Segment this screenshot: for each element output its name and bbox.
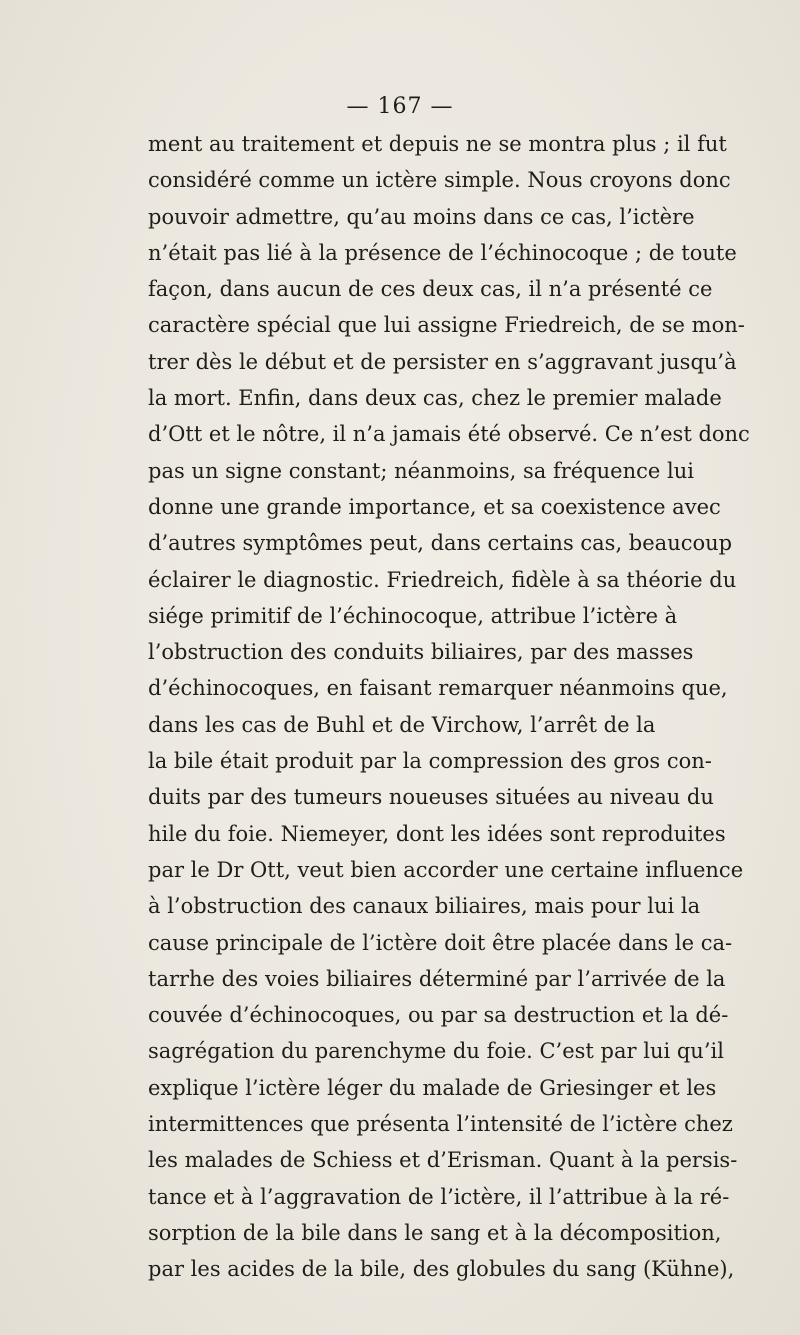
text-line: sorption de la bile dans le sang et à la décomposition, [148,1220,722,1245]
text-line: hile du foie. Niemeyer, dont les idées sont reproduites [148,821,726,846]
text-line: tarrhe des voies biliaires déterminé par l’arrivée de la [148,966,726,991]
text-line: pas un signe constant; néanmoins, sa fréquence lui [148,458,694,483]
text-line: cause principale de l’ictère doit être placée dans le ca- [148,930,733,955]
text-line: par le Dr Ott, veut bien accorder une certaine influence [148,857,744,882]
text-line: siége primitif de l’échinocoque, attribue l’ictère à [148,603,678,628]
text-line: éclairer le diagnostic. Friedreich, fidèle à sa théorie du [148,567,737,592]
text-line: les malades de Schiess et d’Erisman. Quant à la persis- [148,1148,738,1173]
text-line: dans les cas de Buhl et de Virchow, l’arrêt de la [148,712,656,737]
text-line: couvée d’échinocoques, ou par sa destruction et la dé- [148,1003,729,1028]
text-line: sagrégation du parenchyme du foie. C’est par lui qu’il [148,1039,724,1064]
page-number: — 167 — [346,94,454,119]
text-line: la bile était produit par la compression des gros con- [148,749,712,774]
text-line: par les acides de la bile, des globules du sang (Kühne), [148,1257,735,1282]
text-line: l’obstruction des conduits biliaires, par des masses [148,640,694,665]
text-line: d’Ott et le nôtre, il n’a jamais été observé. Ce n’est donc [148,422,750,447]
text-line: la mort. Enfin, dans deux cas, chez le premier malade [148,386,722,411]
text-line: donne une grande importance, et sa coexistence avec [148,494,721,519]
text-line: à l’obstruction des canaux biliaires, mais pour lui la [148,894,701,919]
text-line: trer dès le début et de persister en s’aggravant jusqu’à [148,349,737,374]
text-line: ment au traitement et depuis ne se montra plus ; il fut [148,132,727,156]
text-line: n’était pas lié à la présence de l’échinocoque ; de toute [148,240,737,265]
text-line: duits par des tumeurs noueuses situées au niveau du [148,785,714,810]
text-line: pouvoir admettre, qu’au moins dans ce cas, l’ictère [148,204,695,229]
body-text [148,126,750,1288]
text-line: intermittences que présenta l’intensité de l’ictère chez [148,1112,733,1137]
text-line: d’autres symptômes peut, dans certains cas, beaucoup [148,531,733,556]
text-line: d’échinocoques, en faisant remarquer néanmoins que, [148,676,728,701]
text-line: façon, dans aucun de ces deux cas, il n’a présenté ce [148,277,713,302]
text-line: caractère spécial que lui assigne Friedreich, de se mon- [148,313,745,338]
text-line: considéré comme un ictère simple. Nous croyons donc [148,168,731,193]
text-line: explique l’ictère léger du malade de Griesinger et les [148,1075,717,1100]
text-line: tance et à l’aggravation de l’ictère, il l’attribue à la ré- [148,1184,730,1209]
